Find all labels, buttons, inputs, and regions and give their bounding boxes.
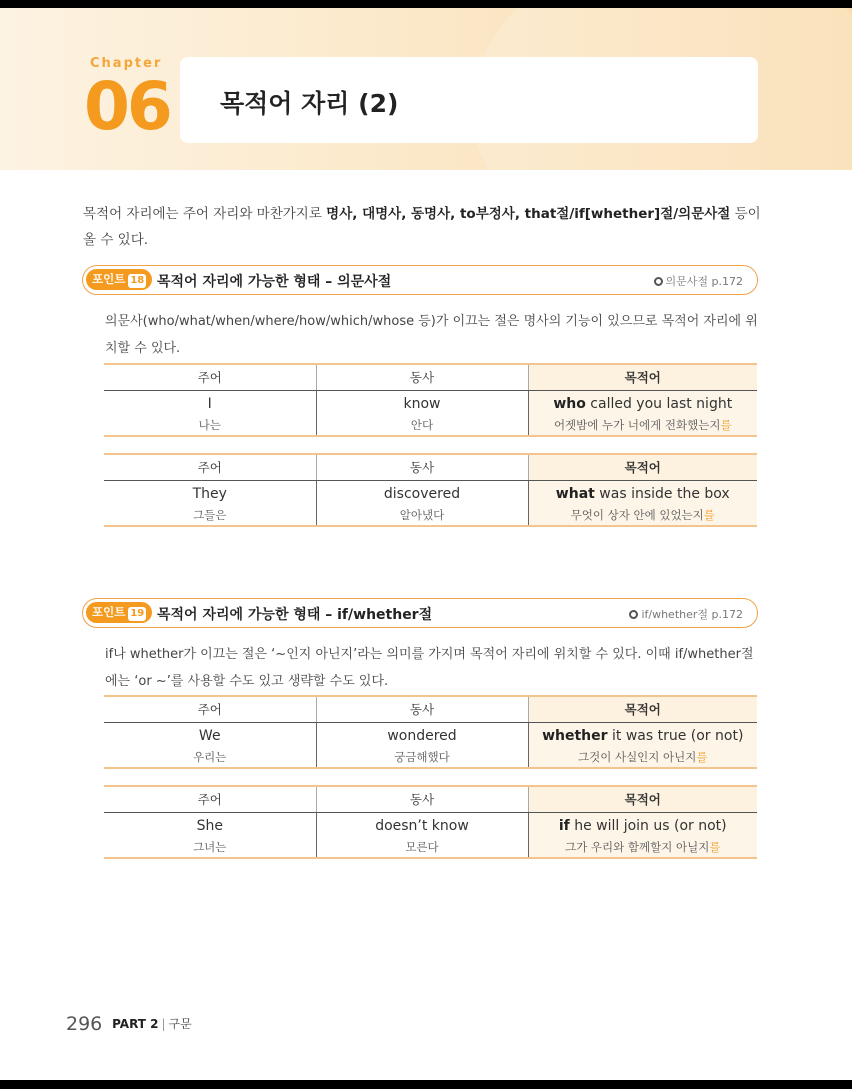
object-ko-particle: 를 — [709, 840, 721, 854]
object-ko-particle: 를 — [703, 508, 715, 522]
object-ko — [528, 837, 757, 858]
object-ko-text: 무엇이 상자 안에 있었는지 — [570, 508, 704, 522]
chapter-title: 목적어 자리 (2) — [220, 89, 399, 118]
subject-ko: 나는 — [104, 415, 316, 436]
point-badge-number: 19 — [130, 608, 145, 619]
object-en — [528, 390, 757, 415]
intro-text-pre: 목적어 자리에는 주어 자리와 마찬가지로 — [83, 206, 327, 222]
footer-separator: | — [161, 1017, 166, 1031]
subject-ko: 우리는 — [104, 747, 316, 768]
chapter-number: 06 — [84, 68, 170, 145]
object-ko-text: 그가 우리와 함께할지 아닐지 — [565, 840, 710, 854]
object-lead-word: whether — [542, 728, 608, 745]
subject-en: She — [104, 812, 316, 837]
reference-circle-icon — [629, 610, 638, 619]
verb-ko: 모른다 — [316, 837, 528, 858]
header-verb: 동사 — [316, 786, 528, 812]
example-table-3 — [104, 695, 757, 769]
intro-text-post: 등이 올 수 있다. — [83, 206, 761, 248]
object-lead-word: what — [555, 486, 595, 503]
object-rest: called you last night — [585, 396, 733, 413]
object-rest: he will join us (or not) — [569, 818, 727, 835]
point-19-header — [82, 598, 758, 628]
header-object: 목적어 — [528, 454, 757, 480]
subject-ko: 그들은 — [104, 505, 316, 526]
object-ko — [528, 415, 757, 436]
header-verb: 동사 — [316, 364, 528, 390]
header-object: 목적어 — [528, 696, 757, 722]
object-en — [528, 812, 757, 837]
object-ko-particle: 를 — [696, 750, 708, 764]
point-badge-label: 포인트 — [92, 272, 126, 286]
verb-en: wondered — [316, 722, 528, 747]
intro-text-bold: 명사, 대명사, 동명사, to부정사, that절/if[whether]절/의문사절 — [326, 206, 731, 222]
page-footer — [66, 1013, 192, 1035]
object-ko-particle: 를 — [720, 418, 732, 432]
point-title: 목적어 자리에 가능한 형태 – 의문사절 — [157, 274, 392, 290]
point-badge — [86, 269, 152, 290]
point-19-explanation: if나 whether가 이끄는 절은 ‘~인지 아닌지’라는 의미를 가지며 목적어 자리에 위치할 수 있다. 이때 if/whether절에는 ‘or ~’를 사용할 수도 있고 생략할 수도 있다. — [105, 647, 754, 689]
chapter-label: Chapter — [90, 56, 163, 71]
point-reference-text: 의문사절 p.172 — [665, 275, 743, 288]
object-rest: was inside the box — [594, 486, 730, 503]
verb-en: know — [316, 390, 528, 415]
point-reference — [654, 273, 743, 289]
object-lead-word: if — [558, 818, 570, 835]
point-badge-number: 18 — [130, 275, 145, 286]
object-en — [528, 480, 757, 505]
header-subject: 주어 — [104, 364, 316, 390]
subject-en: I — [104, 390, 316, 415]
object-ko-text: 그것이 사실인지 아닌지 — [577, 750, 697, 764]
subject-en: We — [104, 722, 316, 747]
object-rest: it was true (or not) — [607, 728, 744, 745]
verb-en: doesn’t know — [316, 812, 528, 837]
header-object: 목적어 — [528, 786, 757, 812]
header-subject: 주어 — [104, 786, 316, 812]
subject-ko: 그녀는 — [104, 837, 316, 858]
object-ko — [528, 505, 757, 526]
point-18-explanation: 의문사(who/what/when/where/how/which/whose 등)가 이끄는 절은 명사의 기능이 있으므로 목적어 자리에 위치할 수 있다. — [105, 314, 758, 356]
object-en — [528, 722, 757, 747]
header-subject: 주어 — [104, 454, 316, 480]
section-label: 구문 — [168, 1017, 192, 1031]
point-reference-text: if/whether절 p.172 — [641, 608, 743, 621]
example-table-1 — [104, 363, 757, 437]
reference-circle-icon — [654, 277, 663, 286]
part-label: PART 2 — [112, 1017, 159, 1031]
verb-ko: 궁금해했다 — [316, 747, 528, 768]
page-number: 296 — [66, 1013, 103, 1035]
header-verb: 동사 — [316, 454, 528, 480]
header-object: 목적어 — [528, 364, 757, 390]
object-ko-text: 어젯밤에 누가 너에게 전화했는지 — [553, 418, 721, 432]
example-table-2 — [104, 453, 757, 527]
object-ko — [528, 747, 757, 768]
verb-ko: 안다 — [316, 415, 528, 436]
point-18-header — [82, 265, 758, 295]
subject-en: They — [104, 480, 316, 505]
point-badge — [86, 602, 152, 623]
point-title: 목적어 자리에 가능한 형태 – if/whether절 — [157, 607, 433, 623]
header-subject: 주어 — [104, 696, 316, 722]
intro-paragraph — [83, 201, 763, 253]
point-badge-label: 포인트 — [92, 605, 126, 619]
verb-ko: 알아냈다 — [316, 505, 528, 526]
point-reference — [629, 606, 743, 622]
example-table-4 — [104, 785, 757, 859]
top-border — [0, 0, 852, 8]
verb-en: discovered — [316, 480, 528, 505]
header-verb: 동사 — [316, 696, 528, 722]
object-lead-word: who — [553, 396, 586, 413]
bottom-border — [0, 1080, 852, 1089]
